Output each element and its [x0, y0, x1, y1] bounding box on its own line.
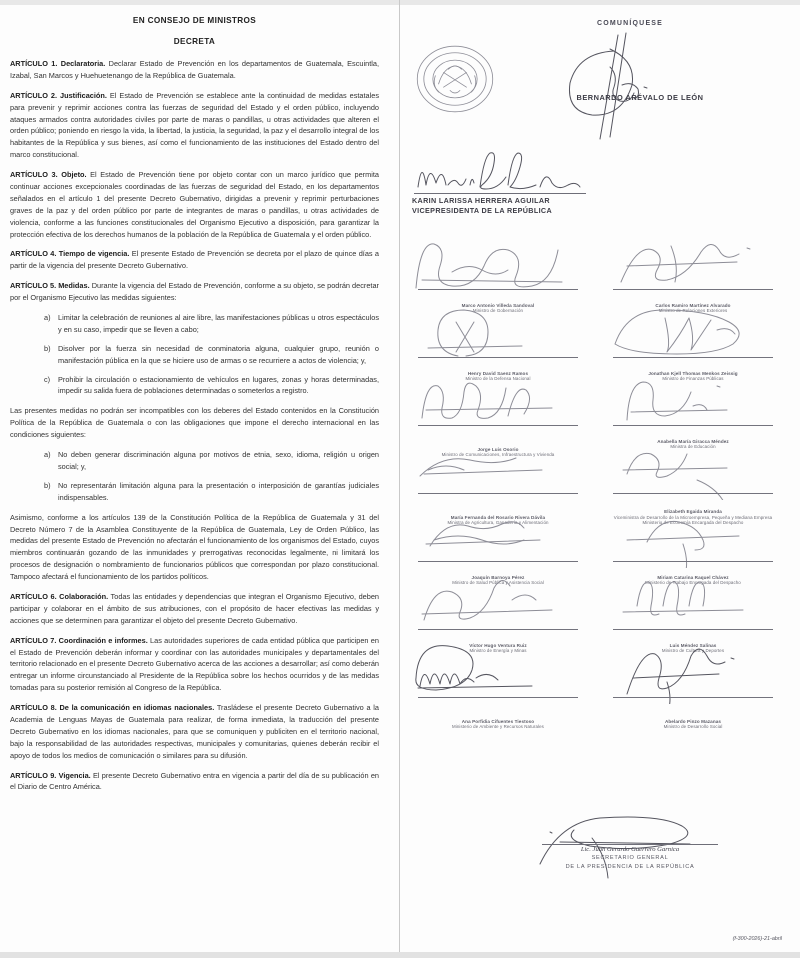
signature-rule [613, 697, 773, 698]
president-signature-block [408, 31, 792, 117]
signature-rule [418, 425, 578, 426]
article-1 [10, 58, 379, 82]
minister-name [613, 371, 773, 383]
article-6-body: Todas las entidades y dependencias que integran el Organismo Ejecutivo, deben participar y colaborar en el ámbito de sus atribuciones, con el propósito de hacer efectivas las medidas y acciones que se determinen para garantizar el objeto del presente Decreto Gubernativo. [10, 591, 380, 625]
article-4-body: El presente Estado de Prevención se decreta por el plazo de quince días a partir de la vigencia del presente Decreto Gubernativo. [10, 249, 380, 271]
signature-rule [613, 561, 773, 562]
signature-rule [418, 629, 578, 630]
minister-signature-1 [603, 248, 792, 316]
minister-name-text: Elizabeth Egaida Miranda [664, 508, 722, 514]
article-2-label: ARTÍCULO 2. Justificación. [10, 90, 107, 100]
minister-name-text: Miriam Catarina Raquel Chávez [657, 574, 729, 580]
signature-rule [418, 493, 578, 494]
vicepresident-signature-block [408, 151, 792, 213]
vicepresident-signature-ink [412, 147, 592, 195]
minister-signature-9 [603, 520, 792, 588]
incompatibility-intro: Las presentes medidas no podrán ser incompatibles con los deberes del Estado contenidos en la Constitución Política de la República de Guatemala o con las obligaciones que impone el derecho internacional en las condiciones siguientes: [10, 406, 379, 440]
article-1-label: ARTÍCULO 1. Declaratoria. [10, 59, 106, 68]
minister-name-text: Jonathan Kjell Thomas Menkos Zeissig [648, 370, 738, 376]
article-8 [10, 702, 379, 761]
article-3-label: ARTÍCULO 3. Objeto. [10, 170, 87, 180]
minister-name [418, 371, 578, 383]
secretary-general-name: Lic. Juan Gerardo Guerrero Garnica [580, 846, 680, 853]
minister-role-text: Ministra de Educación [670, 444, 716, 450]
minister-role-text: Ministerio de Ambiente y Recursos Naturales [452, 724, 544, 730]
secretary-general-role-line2: DE LA PRESIDENCIA DE LA REPÚBLICA [565, 864, 695, 871]
signature-rule [613, 425, 773, 426]
minister-name-text: Luis Méndez Salinas [669, 642, 717, 648]
minister-role-text: Ministro de Desarrollo Social [663, 724, 723, 730]
minister-signature-12 [408, 656, 597, 730]
president-signature-ink [548, 27, 668, 142]
minister-name [613, 439, 773, 451]
minister-signature-3 [603, 316, 792, 384]
signature-rule [613, 629, 773, 630]
list-item-text: No deben generar discriminación alguna por motivos de etnia, sexo, idioma, religión u origen social; y, [58, 450, 379, 471]
list-item [44, 480, 379, 504]
minister-name [418, 643, 578, 655]
article-7-body: Las autoridades superiores de cada entidad pública que participen en el Estado de Prevención deberán informar y coordinar con las autoridades municipales y departamentales del territorio relacionado en el presente Decreto Gubernativo acerca de las acciones a desarrollar; así como deberán entregar un informe circunstanciado al Presidente de la República sobre los hechos ocurridos y de las medidas tomadas para su posterior remisión al Congreso de la República. [10, 635, 379, 693]
minister-name-text: Ana Porfidia Cifuentes Tiestoso [461, 718, 535, 724]
article-7 [10, 635, 379, 694]
article-3-body: El Estado de Prevención tiene por objeto contar con un marco jurídico que permita continuar acciones excepcionales coordinadas de las fuerzas de seguridad del Estado, en los departamentos señalados en el artículo 1 del presente Decreto Gubernativo, dirigidas a prevenir y reprimir perturbaciones graves de la paz y del orden público por parte de integrantes de maras o pandillas, u otras actividades de violencia, conforme a las funciones constitucionales del Organismo Ejecutivo a disposición, para garantizar la protección efectiva de los derechos humanos de la población de la República de Guatemala y el orden público. [10, 170, 380, 239]
minister-name [613, 643, 773, 655]
list-item [44, 343, 379, 367]
article-1-body: Declarar Estado de Prevención en los departamentos de Guatemala, Escuintla, Izabal, San Marcos y Huehuetenango de la República de Guatemala. [10, 59, 379, 80]
signature-rule [418, 357, 578, 358]
minister-name-text: Henry David Saenz Ramos [467, 370, 529, 376]
measures-list [10, 312, 379, 397]
minister-name-text: Abelardo Pinzo Mazanas [664, 718, 722, 724]
minister-role-text: Ministerio de Trabajo Encargada del Despacho [645, 580, 741, 586]
signature-rule [613, 289, 773, 290]
president-name: BERNARDO ARÉVALO DE LEÓN [576, 93, 704, 102]
minister-name-text: Carlos Ramiro Martínez Alvarado [655, 302, 731, 308]
article-5-label: ARTÍCULO 5. Medidas. [10, 281, 90, 291]
signature-rule [418, 697, 578, 698]
article-8-body: Trasládese el presente Decreto Gubernativo a la Academia de Lenguas Mayas de Guatemala para realizar, de forma inmediata, la traducción del presente Decreto Gubernativo en los idiomas nacionales, para que se comuniquen y publiciten en el territorio nacional, bajo la responsabilidad de las autoridades respectivas, municipales y comunitarias, quienes deberán recibir el apoyo de todos los medios de comunicación o similares para su difusión. [10, 703, 379, 760]
minister-name [613, 575, 773, 587]
article-3 [10, 169, 379, 240]
minister-name-text: Joaquín Barnoya Pérez [471, 574, 525, 580]
vicepresident-name-block [412, 196, 552, 216]
minister-signature-11 [603, 588, 792, 656]
list-item-letter: a) [44, 450, 51, 460]
minister-role-text: Ministro de Gobernación [472, 308, 524, 314]
minister-name-text: Jorge Luis Osorio [477, 446, 519, 452]
list-item-letter: b) [44, 480, 51, 490]
article-9-label: ARTÍCULO 9. Vigencia. [10, 770, 91, 780]
signature-rule [418, 289, 578, 290]
minister-name [418, 303, 578, 315]
minister-signature-7 [603, 452, 792, 526]
secretary-general-block [520, 838, 740, 871]
article-5 [10, 280, 379, 304]
comuniquese-heading: COMUNÍQUESE [596, 20, 664, 27]
minister-name [418, 719, 578, 731]
article-8-label: ARTÍCULO 8. De la comunicación en idiomas nacionales. [10, 703, 215, 713]
signature-rule [613, 493, 773, 494]
secretary-general-rule [542, 844, 718, 845]
article-5-body: Durante la vigencia del Estado de Prevención, conforme a su objeto, se podrán decretar por el Organismo Ejecutivo las medidas siguientes: [10, 281, 379, 303]
list-item-text: Limitar la celebración de reuniones al aire libre, las manifestaciones públicas u otros espectáculos y en su caso, impedir que se lleven a cabo; [58, 313, 379, 334]
article-9 [10, 770, 379, 794]
minister-name-text: Marco Antonio Villeda Sandoval [461, 302, 535, 308]
list-item-text: Prohibir la circulación o estacionamiento de vehículos en lugares, zonas y horas determinadas, impedir su salida fuera de poblaciones determinadas o someterlos a registro. [58, 374, 379, 396]
list-item [44, 374, 379, 398]
minister-name [613, 303, 773, 315]
article-4 [10, 248, 379, 272]
minister-role-text: Ministro de Comunicaciones, Infraestructura y Vivienda [441, 452, 555, 458]
signature-column [400, 0, 800, 958]
signature-rule [613, 357, 773, 358]
minister-signature-8 [408, 520, 597, 588]
article-9-body: El presente Decreto Gubernativo entra en vigencia a partir del día de su publicación en el Diario de Centro América. [10, 770, 379, 792]
article-4-label: ARTÍCULO 4. Tiempo de vigencia. [10, 249, 130, 259]
minister-role-text: Ministro de Relaciones Exteriores [658, 308, 728, 314]
minister-name [418, 575, 578, 587]
minister-signature-2 [408, 316, 597, 384]
article-6 [10, 591, 379, 627]
minister-role-text: Ministro de Energía y Minas [469, 648, 527, 654]
minister-signature-0 [408, 248, 597, 316]
signature-rule [418, 561, 578, 562]
asimismo-paragraph: Asimismo, conforme a los artículos 139 de la Constitución Política de la República de Guatemala y 31 del Decreto Número 7 de la Asamblea Constituyente de la República de Guatemala, Ley de Orden Público, las medidas del presente Estado de Prevención no afectarán el funcionamiento de los organismos del Estado, cuyos miembros continuarán gozando de las inmunidades y prerrogativas reconocidas legalmente, ni limitará los procesos de designación o nombramiento de funcionarios públicos que correspondan por plazo constitucional. Tampoco afectará el funcionamiento de los partidos políticos. [10, 512, 379, 582]
page-title: EN CONSEJO DE MINISTROS [132, 16, 257, 25]
minister-role-text: Ministro de Cultura y Deportes [661, 648, 725, 654]
minister-signature-10 [408, 588, 597, 656]
minister-name-text: Víctor Hugo Ventura Ruiz [469, 642, 527, 648]
list-item-text: No representarán limitación alguna para la presentación o interposición de garantías judiciales indispensables. [58, 480, 379, 502]
minister-signature-4 [408, 384, 597, 458]
article-6-label: ARTÍCULO 6. Colaboración. [10, 591, 109, 601]
decreta-heading: DECRETA [173, 37, 216, 46]
footer-reference-code: (f-300-2026)-21-abril [732, 936, 782, 942]
ministers-signature-grid [408, 248, 792, 730]
list-item [44, 312, 379, 336]
minister-name [613, 719, 773, 731]
minister-role-text: Ministro de Salud Pública y Asistencia Social [452, 580, 544, 586]
article-7-label: ARTÍCULO 7. Coordinación e informes. [10, 635, 148, 645]
list-item [44, 449, 379, 473]
minister-role-text: Ministro de Finanzas Públicas [662, 376, 724, 382]
list-item-letter: b) [44, 343, 51, 353]
minister-signature-6 [408, 452, 597, 526]
list-item-letter: a) [44, 313, 51, 323]
minister-signature-5 [603, 384, 792, 452]
article-2-body: El Estado de Prevención se establece ante la continuidad de medidas estatales para prevenir y reprimir acciones contra las fuerzas de seguridad del Estado y el orden público, incluyendo ataques armados contra autoridades civiles por parte de maras o pandillas, u otras actividades que alteren el orden público; poniendo en riesgo la vida, la libertad, la justicia, la seguridad, la paz y el desarrollo integral de los habitantes de la República y sus bienes, así como el funcionamiento de las instituciones del Estado dentro del marco constitucional. [10, 90, 380, 160]
minister-name-text: María Fernanda del Rosario Rivera Dávila [450, 514, 546, 520]
minister-role-text: Ministra de Agricultura, Ganadería y Alimentación [447, 520, 549, 526]
list-item-letter: c) [44, 374, 51, 384]
minister-role-text: Ministro de la Defensa Nacional [465, 376, 531, 382]
conditions-list [10, 449, 379, 504]
minister-name-text: Anabella María Giracca Méndez [657, 438, 729, 444]
vicepresident-signature-rule [414, 193, 586, 194]
minister-role-text: Viceministra de Desarrollo de la Microempresa, Pequeña y Mediana Empresa Ministerio de Economía Encargada del Despacho [613, 514, 773, 526]
minister-signature-13 [603, 656, 792, 730]
vicepresident-role: VICEPRESIDENTA DE LA REPÚBLICA [412, 205, 553, 215]
list-item-text: Disolver por la fuerza sin necesidad de conminatoria alguna, cualquier grupo, reunión o manifestación pública en la que se hiciere uso de armas o se recurriere a actos de violencia; y, [58, 343, 379, 365]
vicepresident-name: KARIN LARISSA HERRERA AGUILAR [412, 196, 550, 205]
secretary-general-role-line1: SECRETARIO GENERAL [591, 855, 669, 861]
article-2 [10, 90, 379, 161]
